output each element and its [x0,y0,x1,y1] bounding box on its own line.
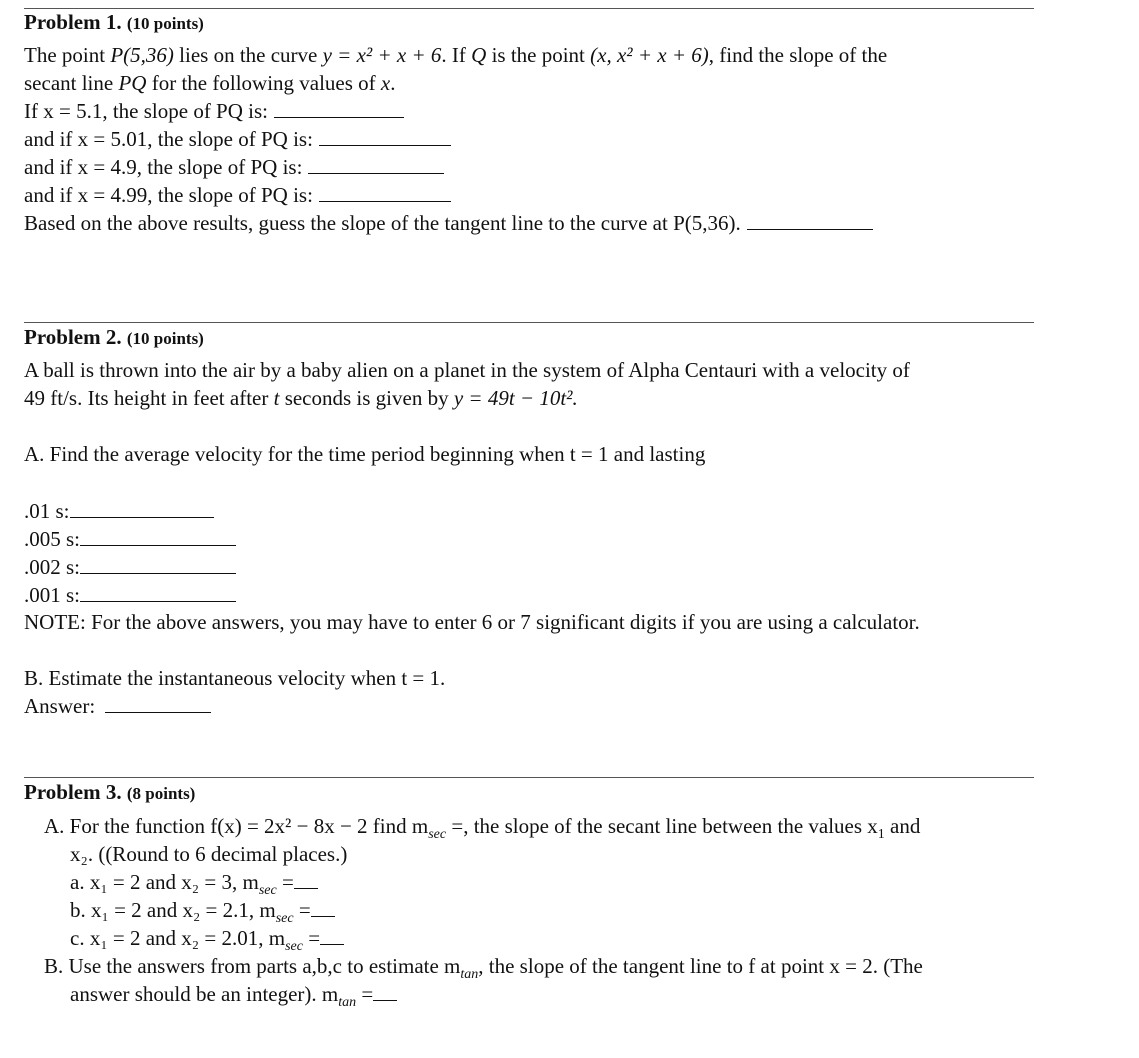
p2-r1-label: .01 s: [24,499,70,523]
p2-answer-row [24,692,211,720]
p2-answer-1[interactable] [70,499,214,518]
p3-item-a [70,868,318,896]
p1-intro-line2: secant line PQ for the following values of x. [24,71,396,95]
p2-answer-2[interactable] [80,527,236,546]
p3-c-text: c. x₁ = 2 and x₂ = 2.01, m [70,926,286,950]
p1-intro-d: is the point [491,43,585,67]
p3-a-sec: sec [258,883,277,898]
p3-b1-tan: tan [460,967,479,982]
p1-question-4 [24,181,451,209]
p2-row-3 [24,553,236,581]
p1-intro-line1 [24,41,1034,69]
p2-answer-label: Answer: [24,694,96,718]
p2-points: (10 points) [126,329,204,348]
p1-answer-1[interactable] [274,99,404,118]
p2-r3-label: .002 s: [24,555,81,579]
p1-question-3 [24,153,444,181]
p2-intro-line1 [24,356,910,384]
p1-q3-text: and if x = 4.9, the slope of PQ is: [24,155,303,179]
p2-r4-label: .001 s: [24,583,81,607]
p2-equation: y = 49t − 10t². [453,386,578,410]
p3-b-eq: = [298,898,311,922]
p1-points: (10 points) [126,14,204,33]
p3-answer-tan[interactable] [373,982,397,1001]
p3-b2-tan: tan [338,995,357,1010]
p3-a-text: a. x₁ = 2 and x₂ = 3, m [70,870,259,894]
p1-intro2b: for the following values of [151,71,376,95]
p1-title: Problem 1. [24,10,122,34]
p3-b2-eq: = [361,982,374,1006]
p1-q1-text: If x = 5.1, the slope of PQ is: [24,99,268,123]
p2-row-4 [24,581,236,609]
p2-answer-3[interactable] [80,555,236,574]
p3-a1-sec: sec [428,827,447,842]
p3-answer-b[interactable] [311,898,335,917]
p1-intro-e: , find the slope of the [708,43,888,67]
p3-item-b [70,896,335,924]
p1-intro-a: The point [24,43,106,67]
p1-answer-3[interactable] [308,155,444,174]
p1-q: Q [471,43,487,67]
p1-q4-text: and if x = 4.99, the slope of PQ is: [24,183,313,207]
p2-note [24,608,920,636]
p3-b1: B. Use the answers from parts a,b,c to estimate m [44,954,461,978]
p2-note-text: NOTE: For the above answers, you may have to enter 6 or 7 significant digits if you are using a calculator. [24,610,920,634]
p2-r2-label: .005 s: [24,527,81,551]
p2-row-2 [24,525,236,553]
p3-c-eq: = [308,926,321,950]
p2-t: t [273,386,280,410]
p3-part-a-line1: A. For the function f(x) = 2x² − 8x − 2 find $m_{sec}$ =, the slope of the secant line between the values $x_1$ and [44,814,921,842]
p2-row-1 [24,497,214,525]
p1-header [24,8,204,38]
p1-question-1 [24,97,404,125]
p3-a-eq: = [281,870,294,894]
p1-answer-4[interactable] [319,183,451,202]
p2-header [24,323,204,353]
p3-title: Problem 3. [24,780,122,804]
p3-a1c: and [890,814,921,838]
p3-part-b-line2 [70,980,397,1008]
p3-a1-eq: = [451,814,464,838]
p3-b1b: , the slope of the tangent line to f at point x = 2. (The [478,954,923,978]
p2-part-b [24,664,445,692]
p2-answer-b[interactable] [105,694,211,713]
p1-q2-text: and if x = 5.01, the slope of PQ is: [24,127,313,151]
p2-intro2a: 49 ft/s. Its height in feet after [24,386,269,410]
p3-item-c [70,924,344,952]
p2-a-text: A. Find the average velocity for the time period beginning when t = 1 and lasting [24,442,706,466]
p1-intro-c: . If [441,43,466,67]
p1-x: x [380,71,391,95]
p3-c-sec: sec [285,939,303,954]
p1-question-5 [24,209,873,237]
p3-a1b: , the slope of the secant line between the values x [463,814,878,838]
p3-points: (8 points) [126,784,196,803]
p1-answer-5[interactable] [747,211,873,230]
p1-answer-2[interactable] [319,127,451,146]
p3-b-text: b. x₁ = 2 and x₂ = 2.1, m [70,898,276,922]
p2-intro-line2 [24,384,578,412]
p1-q5-text: Based on the above results, guess the slope of the tangent line to the curve at P(5,36). [24,211,741,235]
p3-answer-a[interactable] [294,870,318,889]
p3-a1: A. For the function f(x) = 2x² − 8x − 2 find m [44,814,429,838]
p3-b2: answer should be an integer). m [70,982,339,1006]
p3-answer-c[interactable] [320,926,344,945]
p2-intro1: A ball is thrown into the air by a baby alien on a planet in the system of Alpha Centauri with a velocity of [24,358,910,382]
p1-question-2 [24,125,451,153]
p2-b-text: B. Estimate the instantaneous velocity when t = 1. [24,666,446,690]
p1-intro2: secant line [24,71,114,95]
p1-pq: PQ [118,71,147,95]
p1-qpt: (x, x² + x + 6) [590,43,709,67]
p1-intro-b: lies on the curve [179,43,318,67]
p3-b-sec: sec [275,911,294,926]
p3-header [24,778,195,808]
p2-answer-4[interactable] [80,583,236,602]
p1-point-p: P(5,36) [110,43,174,67]
p2-title: Problem 2. [24,325,122,349]
p1-curve: y = x² + x + 6 [322,43,442,67]
p2-intro2b: seconds is given by [284,386,449,410]
p3-a2: x₂. ((Round to 6 decimal places.) [70,842,348,866]
p3-part-b-line1 [44,952,923,980]
p3-part-a-line2 [70,840,347,868]
p2-part-a [24,440,705,468]
